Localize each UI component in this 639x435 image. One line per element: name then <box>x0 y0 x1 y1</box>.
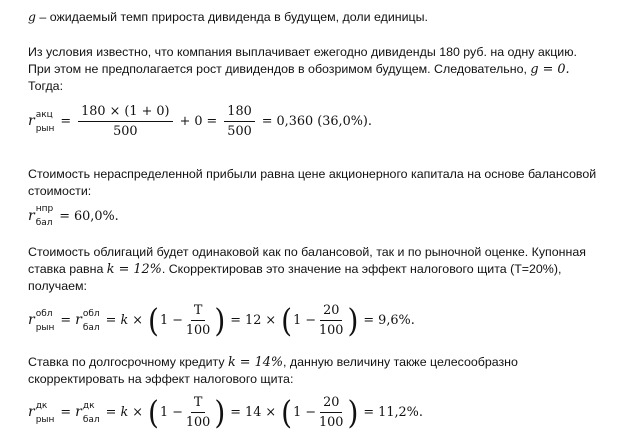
var-r-obl-ryn: r обл рын <box>28 308 55 333</box>
k-12-percent: k = 12% <box>106 262 162 277</box>
fraction-dividend: $\frac{180 \times (1 + 0)}{500}$ <box>78 104 172 139</box>
fraction-tax-value-2: $\frac{20}{100}$ <box>319 395 344 430</box>
para3-line3: получаем: <box>28 279 87 293</box>
para1-line2-text: При этом не предполагается рост дивидендов в обозримом будущем. Следовательно, <box>28 62 531 76</box>
para1-line3: Тогда: <box>28 79 64 93</box>
var-r-akc-ryn: r акц рын <box>28 109 55 134</box>
g-definition-text: – ожидаемый темп прироста дивиденда в будущем, доли единицы. <box>35 10 428 24</box>
g-definition <box>28 8 428 26</box>
para1-line2 <box>28 61 570 78</box>
para4-line1: Ставка по долгосрочному кредиту k = 14%, данную величину также целесообразно <box>28 355 518 370</box>
var-r-obl-bal: r обл бал <box>75 308 100 333</box>
para2-line1: Стоимость нераспределенной прибыли равна цене акционерного капитала на основе балансовой <box>28 167 597 181</box>
para3-line2: ставка равна k = 12%. Скорректировав это значение на эффект налогового щита (Т=20%), <box>28 262 562 277</box>
formula-bond-cost: r обл рын = r обл бал = k × ( 1 − $\frac{Т}{100}$ ) = 12 × ( 1 − $\frac{20}{100}$ ) = 9,6%. <box>28 300 415 339</box>
formula-retained-earnings: r нпр бал = 60,0%. <box>28 204 119 228</box>
var-r-dk-bal: r дк бал <box>75 400 100 425</box>
fraction-tax: $\frac{Т}{100}$ <box>185 303 211 338</box>
fraction-tax-2: $\frac{Т}{100}$ <box>185 395 211 430</box>
formula-loan-cost: r дк рын = r дк бал = k × ( 1 − $\frac{Т}{100}$ ) = 14 × ( 1 − $\frac{20}{100}$ ) = 11,2%. <box>28 392 423 431</box>
fraction-simplified: $\frac{180}{500}$ <box>224 104 254 139</box>
k-14-percent: k = 14% <box>227 355 284 370</box>
para3-line1: Стоимость облигаций будет одинаковой как по балансовой, так и по рыночной оценке. Купонная <box>28 245 586 259</box>
para1-line1: Из условия известно, что компания выплачивает ежегодно дивиденды 180 руб. на одну акцию. <box>28 45 577 59</box>
formula-equity-cost: r акц рын = $\frac{180 \times (1 + 0)}{500}$ + 0 = $\frac{180}{500}$ = 0,360 (36,0%). <box>28 104 372 139</box>
para2-line2: стоимости: <box>28 184 92 198</box>
g-equals-zero: g = 0. <box>530 62 570 77</box>
var-r-dk-ryn: r дк рын <box>28 400 55 425</box>
var-r-npr-bal: r нпр бал <box>28 204 54 228</box>
fraction-tax-value: $\frac{20}{100}$ <box>319 303 344 338</box>
g-symbol: g <box>28 9 36 24</box>
para4-line2: скорректировать на эффект налогового щита: <box>28 372 294 386</box>
